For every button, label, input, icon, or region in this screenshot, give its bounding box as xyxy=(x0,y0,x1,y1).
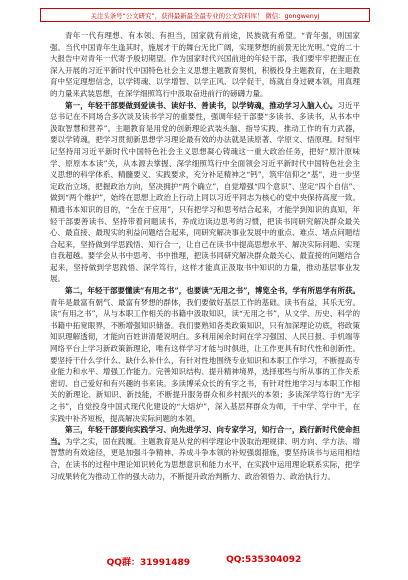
footer xyxy=(0,555,408,571)
footer-qq-group: QQ群：31991489 xyxy=(106,558,191,568)
paragraph xyxy=(50,100,360,286)
footer-qq: QQ:535304092 xyxy=(226,555,302,565)
paragraph-text: 青年是最富有朝气、最富有梦想的群体，我们要做好基层工作的基础。读书有益，其乐无穷。读“有用之书”，从与本职工作相关的书籍中汲取知识，读“无用之书”，从文学、历史、科学的书籍中拓宽眼界，不断增强知识储备。我们要熟知各类政策知识，只有加深理论功底，将政策知识理解透彻，才能向百姓讲清楚说明白。多利用闲余时间在学习强国、人民日报、手机端等网络平台上学习新政策新理论，唯有这样学习才能与时俱进，让工作更具有时代性和创新性。要坚持干什么学什么、缺什么补什么，有针对性地围绕专业知识和本职工作学习，不断提高专业能力和水平、增强工作能力。完善知识结构、提升精神境界，选择那些与所从事的工作关系密切、自己爱好和有兴趣的书来读。多读博采众长的有字之书，有针对性地学习与本职工作相关的新理论、新知识、新技能，不断提升服务群众和乡村振兴的本领；多读深学笃行的“无字之书”，自觉投身中国式现代化建设的“大熔炉”，深入基层拜群众为师，干中学、学中干，在实践中补齐短板，提高解决实际问题的本领。 xyxy=(50,297,360,423)
paragraph-heading: 第二，年轻干部要懂读“有用之书”，也要读“无用之书”，博览全书，学有所思学有所获。 xyxy=(65,286,360,296)
paragraph-heading: 第三，年轻干部要向实践学习、向先进学习、向专家学习，知行合一，践行新时代使命担当。 xyxy=(50,425,360,446)
paragraph-text: 为学之实，固在践履。主题教育是从党的科学理论中汲取治理规律、明方向、学方法、增智慧的有效途径，更是加强斗争精神、养成斗争本领的补短强弱措施，要坚持读书与运用相结合，在读书的过程中理论知识转化为思想意识和能力水平，在实践中运用理论联系实际，把学习成果转化为推动工作的强大动力，不断提升政治判断力、政治领悟力、政治执行力。 xyxy=(50,436,360,481)
paragraph xyxy=(50,424,360,482)
paragraph-text: 习近平总书记在不同场合多次谈及读书学习的重要性，强调年轻干部要“多读书、多读书，从书本中汲取智慧和营养”。主题教育是用党的创新理论武装头脑、指导实践、推动工作的有力武器，要以学铸魂，把学习贯彻新思想学习理论最有效的办法就是读原著、学原文、悟原理。时刻牢记坚持用习近平新时代中国特色社会主义思想凝心铸魂这一重大政治任务，把好“原汁原味学、原原本本读”关，从本源去掌握、深学细照笃行中全面领会习近平新时代中国特色社会主义思想的科学体系、精髓要义、实践要求，充分补足精神之“钙”，筑牢信仰之“基”，进一步坚定政治立场，把握政治方向，坚决拥护“两个确立”，自觉增强“四个意识”、坚定“四个自信”、做到“两个维护”，始终在思想上政治上行动上同以习近平同志为核心的党中央保持高度一致。精通书本知识的目的，“全在于应用”，只有把学习和思考结合起来，才能学到知识的真知，年轻干部要善读书、坚持带着问题读书，养成边读边思考的习惯，把读书同研究解决群众最关心、最直接、最现实的利益问题结合起来，同研究解决事业发展中的重点、难点、堵点问题结合起来，坚持做到学思践悟、知行合一，让自己在读书中提高思想水平、解决实际问题、实现自我超越。要学会从书中思考、书中推理，把读书同研究解决群众最关心、最直接的问题结合起来，坚持做到学思践悟、深学笃行，这样才能真正汲取书中知识的力量，推动基层事业发展。 xyxy=(50,100,360,284)
paragraph xyxy=(50,285,360,424)
paragraph-text: 青年一代有理想、有本领、有担当，国家就有前途，民族就有希望。“青年强，则国家强。当代中国青年生逢其时，施展才干的舞台无比广阔，实现梦想的前景无比光明。”党的二十大报告中对青年一代寄予殷切期望。作为国家时代兴国前进的年轻干部，我们要牢牢把握正在深入开展的习近平新时代中国特色社会主义思想主题教育契机，积极投身主题教育，在主题教育中坚定理想信念，以学铸魂、以学增智、以学正风、以学促干，练就自身过硬本领，用真理的力量来武装思想，在深学细照笃行中汲取奋进前行的磅礴力量。 xyxy=(50,31,360,98)
top-banner: 关注头条号“公文研究”，获得最新最全最专业的公文资料库！ 微信：gongwenyj xyxy=(40,8,370,22)
paragraph-heading: 第一，年轻干部要做到爱读书、读好书、善读书，以学铸魂，推动学习入脑入心。 xyxy=(65,100,338,110)
paragraph xyxy=(50,30,360,100)
document-body xyxy=(50,30,360,550)
